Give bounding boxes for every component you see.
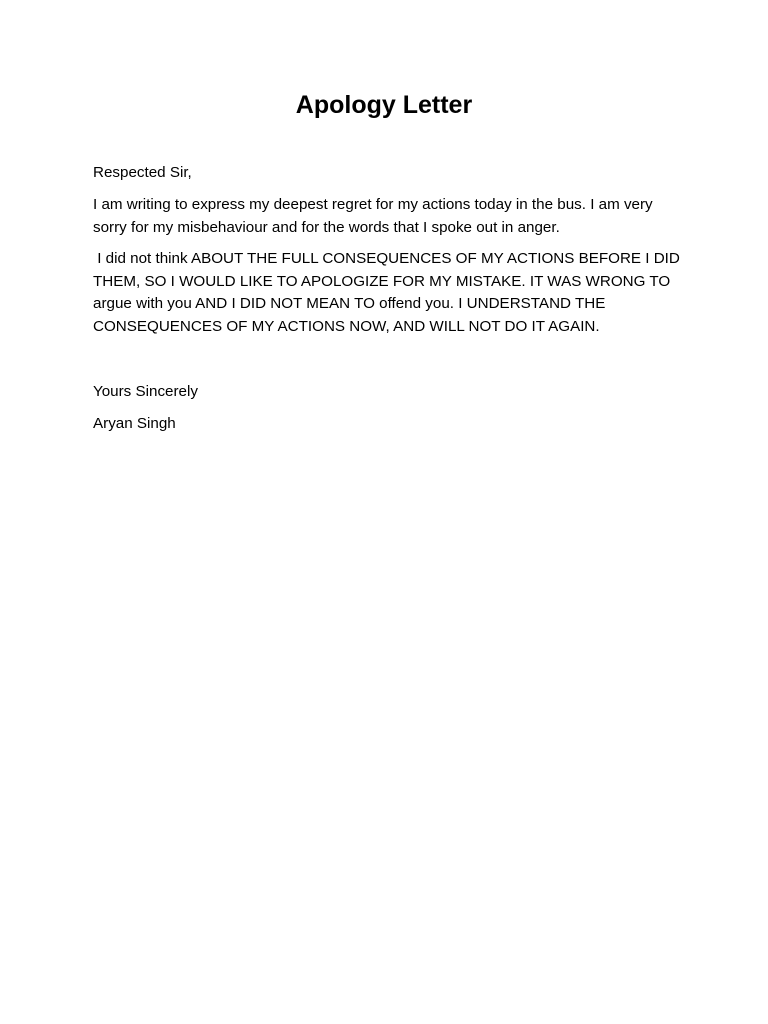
letter-signature: Aryan Singh	[93, 415, 176, 432]
letter-paragraph-2: I did not think ABOUT THE FULL CONSEQUENCES OF MY ACTIONS BEFORE I DID THEM, SO I WOULD LIKE TO APOLOGIZE FOR MY MISTAKE. IT WAS WRONG TO argue with you AND I DID NOT MEAN TO offend you. I UNDERSTAND THE CONSEQUENCES OF MY ACTIONS NOW, AND WILL NOT DO IT AGAIN.	[93, 250, 684, 335]
letter-salutation: Respected Sir,	[93, 164, 192, 181]
letter-paragraph-1: I am writing to express my deepest regret for my actions today in the bus. I am very sorry for my misbehaviour and for the words that I spoke out in anger.	[93, 196, 653, 236]
letter-title: Apology Letter	[295, 91, 473, 119]
letter-closing: Yours Sincerely	[93, 383, 198, 400]
